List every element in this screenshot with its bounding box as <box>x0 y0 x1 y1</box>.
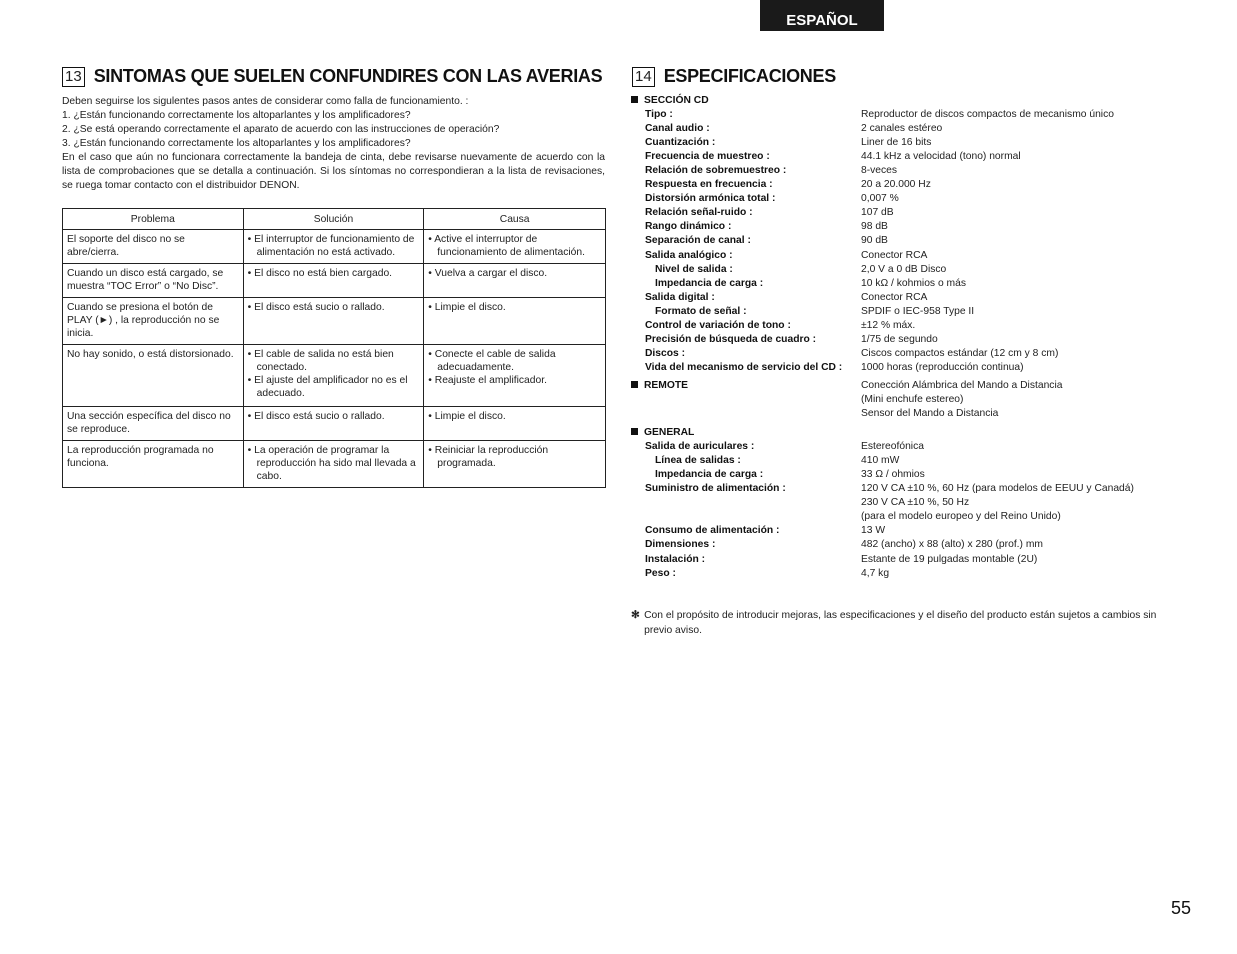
intro-paragraph: En el caso que aún no funcionara correctamente la bandeja de cinta, debe revisarse nuevamente de acuerdo con la lista de comprobaciones que se detalla a continuación. Si los síntomas no correspondieran a la lista de revisaciones, se ruega tomar contacto con el distribuidor DENON. <box>62 152 605 191</box>
spec-value: 4,7 kg <box>861 567 890 579</box>
spec-value: 44.1 kHz a velocidad (tono) normal <box>861 151 1021 163</box>
spec-row <box>631 524 1191 538</box>
spec-row <box>631 234 1191 248</box>
spec-category <box>631 94 1191 108</box>
bullet-square-icon <box>631 381 638 388</box>
problem-cell: Cuando un disco está cargado, se muestra “TOC Error” o “No Disc”. <box>63 264 244 298</box>
solution-cell <box>243 298 424 345</box>
spec-row <box>631 361 1191 375</box>
table-row <box>63 298 606 345</box>
spec-label: Separación de canal : <box>645 235 751 247</box>
spec-value <box>861 482 1191 524</box>
spec-label: Distorsión armónica total : <box>645 193 776 205</box>
spec-category-title <box>631 379 861 421</box>
spec-value: 2 canales estéreo <box>861 123 943 135</box>
section-13-heading <box>62 66 602 87</box>
cause-cell <box>424 230 606 264</box>
spec-value: 8-veces <box>861 165 898 177</box>
problem-cell: Una sección específica del disco no se reproduce. <box>63 407 244 441</box>
table-row <box>63 441 606 488</box>
spec-label: Salida analógico : <box>645 249 733 261</box>
cause-item: • Conecte el cable de salida adecuadamente. <box>428 349 556 373</box>
spec-value-line: 120 V CA ±10 %, 60 Hz (para modelos de EEUU y Canadá) <box>861 483 1134 495</box>
cause-cell <box>424 407 606 441</box>
spec-label: Salida digital : <box>645 291 715 303</box>
spec-value: 98 dB <box>861 221 888 233</box>
column-header-solution: Solución <box>243 209 424 230</box>
problem-cell: Cuando se presiona el botón de PLAY (►) , la reproducción no se inicia. <box>63 298 244 345</box>
spec-label: Salida de auriculares : <box>645 441 755 453</box>
table-row <box>63 264 606 298</box>
spec-row <box>631 122 1191 136</box>
asterisk-icon: ✻ <box>631 610 640 621</box>
spec-value: 2,0 V a 0 dB Disco <box>861 263 947 275</box>
table-row <box>63 230 606 264</box>
spec-row <box>631 150 1191 164</box>
spec-value: 0,007 % <box>861 193 899 205</box>
cause-cell <box>424 298 606 345</box>
spec-label: Tipo : <box>645 109 673 121</box>
spec-category-title <box>631 94 709 108</box>
spec-label: Cuantización : <box>645 137 716 149</box>
spec-value-line: Conección Alámbrica del Mando a Distancia <box>861 379 1063 391</box>
spec-row <box>631 333 1191 347</box>
spec-label: Relación de sobremuestreo : <box>645 165 787 177</box>
spec-value-line: Sensor del Mando a Distancia <box>861 408 999 420</box>
spec-value-line: (Mini enchufe estereo) <box>861 393 964 405</box>
spec-label: Discos : <box>645 347 686 359</box>
spec-category <box>631 379 1191 421</box>
spec-value <box>861 379 1191 421</box>
spec-value: 482 (ancho) x 88 (alto) x 280 (prof.) mm <box>861 539 1043 551</box>
spec-label: Consumo de alimentación : <box>645 525 780 537</box>
spec-row <box>631 220 1191 234</box>
section-13-title: SINTOMAS QUE SUELEN CONFUNDIRES CON LAS AVERIAS <box>93 66 603 86</box>
spec-value: Estante de 19 pulgadas montable (2U) <box>861 553 1038 565</box>
solution-cell <box>243 407 424 441</box>
spec-value: Reproductor de discos compactos de mecanismo único <box>861 109 1114 121</box>
spec-label: Frecuencia de muestreo : <box>645 151 770 163</box>
cause-cell <box>424 264 606 298</box>
cause-cell <box>424 345 606 407</box>
spec-label: Control de variación de tono : <box>645 319 791 331</box>
cause-item: • Active el interruptor de funcionamiento de alimentación. <box>428 234 585 258</box>
spec-label: Línea de salidas : <box>655 455 741 467</box>
section-13-number: 13 <box>62 67 85 87</box>
troubleshooting-intro <box>62 95 605 193</box>
solution-item: • El disco está sucio o rallado. <box>247 411 385 422</box>
spec-label: Peso : <box>645 567 676 579</box>
solution-item: • El interruptor de funcionamiento de alimentación no está activado. <box>247 234 415 258</box>
spec-label: Rango dinámico : <box>645 221 732 233</box>
solution-item: • El disco está sucio o rallado. <box>247 302 385 313</box>
problem-cell: No hay sonido, o está distorsionado. <box>63 345 244 407</box>
solution-cell <box>243 345 424 407</box>
spec-row <box>631 538 1191 552</box>
spec-label: Impedancia de carga : <box>655 277 764 289</box>
spec-value: 1000 horas (reproducción continua) <box>861 361 1024 373</box>
spec-value: Conector RCA <box>861 291 928 303</box>
table-row <box>63 345 606 407</box>
spec-row <box>631 206 1191 220</box>
section-14-heading <box>632 66 836 87</box>
spec-label: Nivel de salida : <box>655 263 733 275</box>
intro-line: Deben seguirse los sigulentes pasos antes de considerar como falla de funcionamiento. : <box>62 96 469 107</box>
cause-item: • Limpie el disco. <box>428 302 506 313</box>
spec-value: 410 mW <box>861 455 900 467</box>
table-header-row <box>63 209 606 230</box>
spec-value: 20 a 20.000 Hz <box>861 179 931 191</box>
spec-value: 33 Ω / ohmios <box>861 469 925 481</box>
spec-row <box>631 553 1191 567</box>
spec-row <box>631 291 1191 305</box>
solution-item: • El cable de salida no está bien conectado. <box>247 349 394 373</box>
spec-value: 10 kΩ / kohmios o más <box>861 277 966 289</box>
solution-item: • El ajuste del amplificador no es el adecuado. <box>247 375 408 399</box>
problem-cell: La reproducción programada no funciona. <box>63 441 244 488</box>
spec-value-line: 230 V CA ±10 %, 50 Hz <box>861 497 970 509</box>
solution-item: • La operación de programar la reproducción ha sido mal llevada a cabo. <box>247 445 416 482</box>
spec-row <box>631 164 1191 178</box>
spec-value: 90 dB <box>861 235 888 247</box>
spec-label: Instalación : <box>645 553 706 565</box>
cause-item: • Vuelva a cargar el disco. <box>428 268 548 279</box>
solution-cell <box>243 230 424 264</box>
spec-row <box>631 468 1191 482</box>
intro-line: 1. ¿Están funcionando correctamente los altoparlantes y los amplificadores? <box>62 110 411 121</box>
column-header-cause: Causa <box>424 209 606 230</box>
solution-cell <box>243 264 424 298</box>
spec-row <box>631 178 1191 192</box>
spec-row <box>631 567 1191 581</box>
specifications-list <box>631 94 1191 581</box>
spec-value: 1/75 de segundo <box>861 333 938 345</box>
spec-label: Suministro de alimentación : <box>645 483 786 495</box>
table-row <box>63 407 606 441</box>
spec-label: Formato de señal : <box>655 305 747 317</box>
spec-label: Vida del mecanismo de servicio del CD : <box>645 361 843 373</box>
spec-value: 107 dB <box>861 207 894 219</box>
cause-item: • Limpie el disco. <box>428 411 506 422</box>
footnote-text: Con el propósito de introducir mejoras, las especificaciones y el diseño del producto están sujetos a cambios sin previo aviso. <box>644 610 1157 636</box>
solution-cell <box>243 441 424 488</box>
spec-label: Dimensiones : <box>645 539 716 551</box>
spec-row <box>631 263 1191 277</box>
spec-row <box>631 454 1191 468</box>
spec-value: ±12 % máx. <box>861 319 916 331</box>
spec-row <box>631 277 1191 291</box>
category-label: GENERAL <box>644 427 695 439</box>
bullet-square-icon <box>631 428 638 435</box>
cause-cell <box>424 441 606 488</box>
section-14-title: ESPECIFICACIONES <box>663 66 836 86</box>
spec-value: Ciscos compactos estándar (12 cm y 8 cm) <box>861 347 1059 359</box>
spec-label: Impedancia de carga : <box>655 469 764 481</box>
troubleshooting-table <box>62 208 606 488</box>
page-number: 55 <box>1171 898 1192 918</box>
spec-footnote <box>631 609 1181 638</box>
bullet-square-icon <box>631 96 638 103</box>
spec-row <box>631 305 1191 319</box>
spec-category <box>631 426 1191 440</box>
spec-row <box>631 319 1191 333</box>
spec-row <box>631 108 1191 122</box>
category-label: SECCIÓN CD <box>644 95 709 106</box>
cause-item: • Reiniciar la reproducción programada. <box>428 445 549 469</box>
spec-row <box>631 249 1191 263</box>
section-14-number: 14 <box>632 67 655 87</box>
spec-value-line: (para el modelo europeo y del Reino Unido) <box>861 511 1061 523</box>
spec-category-title <box>631 426 694 440</box>
spec-row <box>631 192 1191 206</box>
spec-row <box>631 440 1191 454</box>
spec-value: SPDIF o IEC-958 Type II <box>861 305 975 317</box>
intro-line: 2. ¿Se está operando correctamente el aparato de acuerdo con las instrucciones de operación? <box>62 124 500 135</box>
spec-row <box>631 482 1191 524</box>
spec-value: Conector RCA <box>861 249 928 261</box>
problem-cell: El soporte del disco no se abre/cierra. <box>63 230 244 264</box>
solution-item: • El disco no está bien cargado. <box>247 268 393 279</box>
spec-row <box>631 136 1191 150</box>
spec-value: Liner de 16 bits <box>861 137 932 149</box>
spec-label: Precisión de búsqueda de cuadro : <box>645 333 817 345</box>
language-tab: ESPAÑOL <box>760 0 884 31</box>
spec-row <box>631 347 1191 361</box>
spec-label: Canal audio : <box>645 123 710 135</box>
category-label: REMOTE <box>644 379 689 391</box>
cause-item: • Reajuste el amplificador. <box>428 375 547 386</box>
column-header-problem: Problema <box>63 209 244 230</box>
spec-value: 13 W <box>861 525 886 537</box>
spec-label: Relación señal-ruido : <box>645 207 753 219</box>
spec-label: Respuesta en frecuencia : <box>645 179 773 191</box>
intro-line: 3. ¿Están funcionando correctamente los altoparlantes y los amplificadores? <box>62 138 411 149</box>
spec-value: Estereofónica <box>861 441 924 453</box>
